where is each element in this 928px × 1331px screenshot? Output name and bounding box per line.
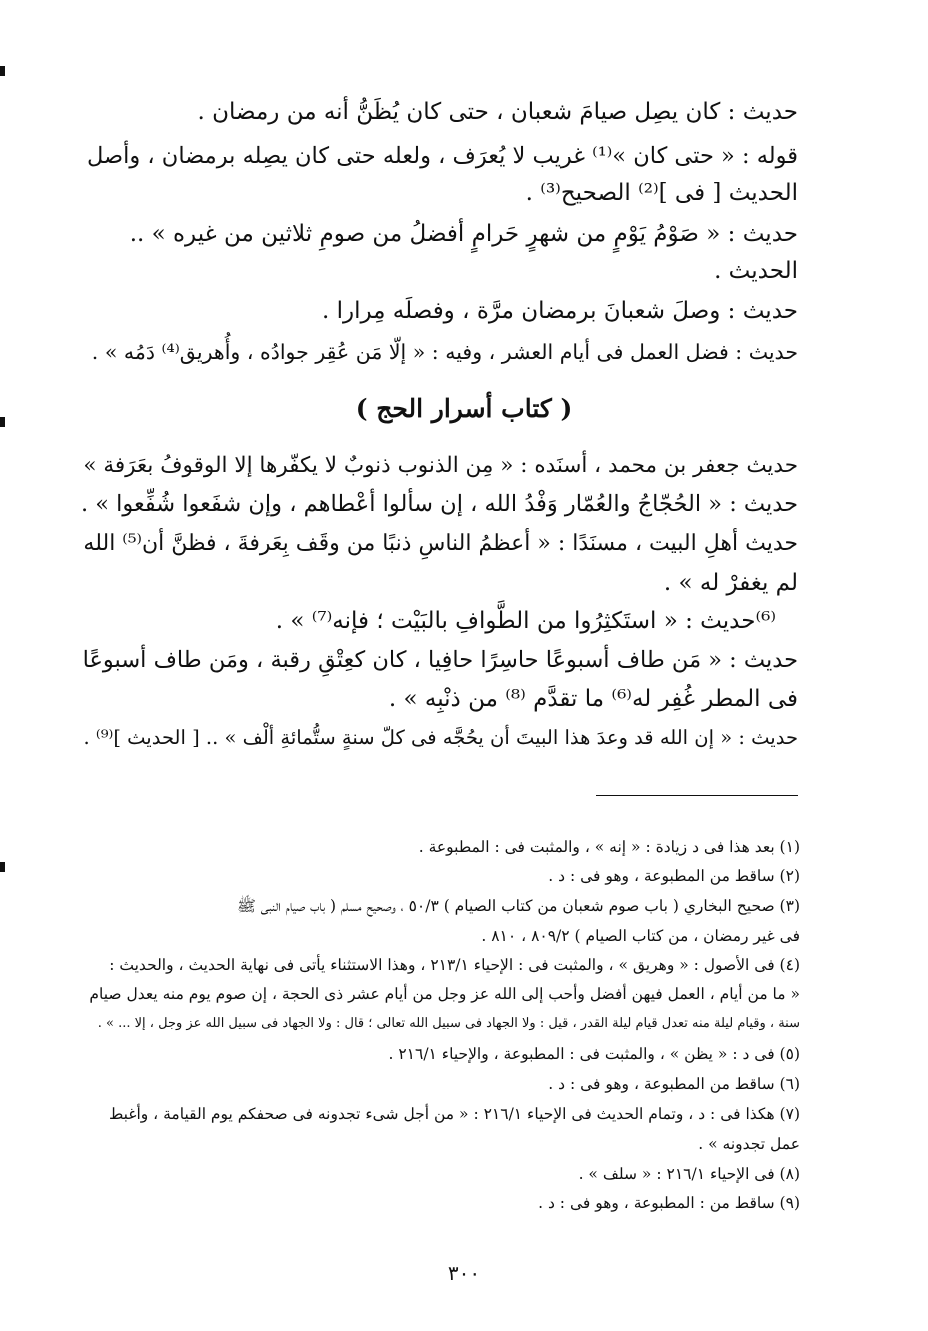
footnote-line: (٨) فى الإحياء ٢١٦/١ : « سلف » . (578, 1165, 800, 1183)
footnote-line: عمل تجدونه » . (698, 1135, 800, 1153)
text-line: حديث : « صَوْمُ يَوْمٍ من شهرٍ حَرامٍ أفضلُ من صومِ ثلاثين من غيره » .. (129, 221, 798, 247)
footnote-separator (596, 795, 798, 796)
footnote-line: سنة ، وقيام ليلة منه تعدل قيام ليلة القدر ، قيل : ولا الجهاد فى سبيل الله تعالى ؛ قال : ولا الجهاد فى سبيل الله عز وجل ، إلا ... » . (97, 1016, 800, 1031)
footnote-line: (٦) ساقط من المطبوعة ، وهو فى : د . (548, 1075, 800, 1093)
footnote-line: (٩) ساقط من : المطبوعة ، وهو فى : د . (538, 1194, 800, 1212)
text-line: الحديث . (714, 258, 798, 284)
scan-edge-mark (0, 862, 5, 872)
text-line: الحديث [ فى ]⁽²⁾ الصحيح⁽³⁾ . (525, 180, 798, 206)
footnote-line: (٢) ساقط من المطبوعة ، وهو فى : د . (548, 867, 800, 885)
text-line: حديث : « إن الله قد وعدَ هذا البيتَ أن يحُجَّه فى كلّ سنةٍ ستُّمائةِ ألْف » .. [ الحديث ]⁽⁹⁾ . (83, 726, 798, 749)
page-number: ٣٠٠ (447, 1261, 481, 1285)
footnote-line: (١) بعد هذا فى د زيادة : « إنه » ، والمثبت فى : المطبوعة . (418, 838, 800, 856)
text-line: حديث : وصلَ شعبانَ برمضان مرَّة ، وفصلَه مِرارا . (321, 298, 798, 324)
text-line: حديث جعفر بن محمد ، أسنَده : « مِن الذنوب ذنوبٌ لا يكفّرها إلا الوقوفُ بعَرَفة » (83, 453, 798, 478)
footnote-line: فى غير رمضان ، من كتاب الصيام ) ٨٠٩/٢ ، ٨١٠ . (481, 927, 800, 945)
footnote-line: « ما من أيام ، العمل فيهن أفضل وأحب إلى الله عز وجل من أيام عشر ذى الحجة ، إن صوم يوم منه يعدل صيام (89, 985, 800, 1003)
footnote-line: (٤) فى الأصول : « وهريق » ، والمثبت فى : الإحياء ٢١٣/١ ، وهذا الاستثناء يأتى فى نهاية الحديث ، والحديث : (109, 956, 800, 974)
text-line: حديث : كان يصِل صيامَ شعبان ، حتى كان يُظَنُّ أنه من رمضان . (197, 99, 798, 125)
text-line: لم يغفرْ له » . (663, 570, 798, 596)
section-heading: ( كتاب أسرار الحج ) (355, 394, 573, 423)
text-line: حديث : « مَن طاف أسبوعًا حاسِرًا حافِيا ، كان كعِتْقِ رقبة ، ومَن طاف أسبوعًا (82, 647, 798, 673)
text-line: ⁽⁶⁾حديث : « استَكثِرُوا من الطَّوافِ بالبَيْت ؛ فإنه⁽⁷⁾ » . (275, 608, 776, 634)
text-line: حديث : « الحُجّاجُ والعُمّار وَفْدُ الله ، إن سألوا أعْطاهم ، وإن شفَعوا شُفِّعوا » . (80, 491, 798, 517)
footnote-line: (٣) صحيح البخاري ( باب صوم شعبان من كتاب الصيام ) ٥٠/٣ ، وصحيح مسلم ( باب صيام النبى ﷺ (237, 897, 800, 915)
text-line: قوله : « حتى كان »⁽¹⁾ غريب لا يُعرَف ، ولعله حتى كان يصِله برمضان ، وأصل (86, 143, 798, 169)
scan-edge-mark (0, 66, 5, 76)
text-line: حديث : فضل العمل فى أيام العشر ، وفيه : « إلّا مَن عُقِر جوادُه ، وأُهريق⁽⁴⁾ دَمُه » . (91, 340, 798, 364)
footnote-line: (٥) فى د : « يظن » ، والمثبت فى : المطبوعة ، والإحياء ٢١٦/١ . (388, 1045, 800, 1063)
footnote-line: (٧) هكذا فى : د ، وتمام الحديث فى الإحياء ٢١٦/١ : « من أجل شىء تجدونه فى صحفكم يوم القيامة ، وأغبط (108, 1105, 800, 1123)
text-line: حديث أهلِ البيت ، مسنَدًا : « أعظمُ الناسِ ذنبًا من وقَف بِعَرفةَ ، فظنَّ أن⁽⁵⁾ الله (83, 531, 798, 556)
text-line: فى المطر غُفِر له⁽⁶⁾ ما تقدَّم ⁽⁸⁾ من ذنْبِه » . (388, 686, 798, 712)
